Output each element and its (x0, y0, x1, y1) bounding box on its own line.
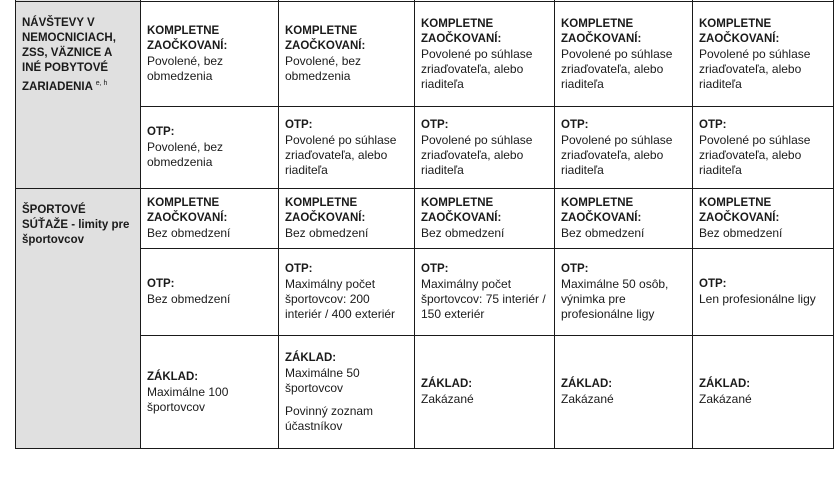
cell-value: Maximálny počet športovcov: 200 interiér / 400 exteriér (285, 277, 396, 321)
table-cell (555, 107, 693, 189)
cell-value: Bez obmedzení (699, 226, 783, 240)
cell-value: Bez obmedzení (561, 226, 645, 240)
cell-label: KOMPLETNE ZAOČKOVANÍ: (699, 17, 780, 45)
table-cell (555, 249, 693, 336)
table-row (16, 189, 834, 249)
cell-label: OTP: (699, 278, 727, 290)
section-title (16, 2, 141, 189)
table-cell (693, 189, 834, 249)
section-footnote-ref: e, h (95, 80, 108, 87)
table-cell (415, 249, 555, 336)
table-cell (415, 189, 555, 249)
cell-value: Povolené po súhlase zriaďovateľa, alebo riaditeľa (421, 46, 533, 91)
table-cell (141, 336, 279, 449)
cell-label: OTP: (421, 263, 449, 275)
measures-table (15, 0, 834, 449)
table-cell (415, 336, 555, 449)
cell-label: ZÁKLAD: (421, 378, 473, 390)
cell-value: Maximálny počet športovcov: 75 interiér / 150 exteriér (421, 277, 546, 321)
cell-label: KOMPLETNE ZAOČKOVANÍ: (699, 197, 780, 224)
cell-value: Povolené, bez obmedzenia (285, 54, 362, 83)
cell-label: KOMPLETNE ZAOČKOVANÍ: (285, 25, 366, 52)
cell-value: Bez obmedzení (421, 226, 505, 240)
table-cell (693, 336, 834, 449)
cell-label: OTP: (561, 118, 589, 131)
cell-value: Povolené po súhlase zriaďovateľa, alebo riaditeľa (561, 46, 673, 91)
section-title (16, 189, 141, 449)
table-cell (415, 107, 555, 189)
section-title-text: NÁVŠTEVY V NEMOCNICIACH, ZSS, VÄZNICE A INÉ POBYTOVÉ ZARIADENIA (22, 17, 116, 93)
cell-label: KOMPLETNE ZAOČKOVANÍ: (147, 25, 228, 52)
table-cell (279, 336, 415, 449)
cell-value: Povolené po súhlase zriaďovateľa, alebo riaditeľa (699, 132, 811, 177)
table-row (16, 2, 834, 107)
cell-label: KOMPLETNE ZAOČKOVANÍ: (147, 197, 228, 224)
cell-label: OTP: (285, 118, 313, 131)
table-cell (555, 189, 693, 249)
cell-value: Povolené, bez obmedzenia (147, 54, 224, 83)
table-cell (141, 189, 279, 249)
table-cell (555, 2, 693, 107)
cell-value: Bez obmedzení (147, 226, 231, 240)
cell-label: KOMPLETNE ZAOČKOVANÍ: (561, 197, 642, 224)
cell-value: Povolené po súhlase zriaďovateľa, alebo riaditeľa (699, 46, 811, 91)
table-cell (279, 2, 415, 107)
table-cell (141, 249, 279, 336)
cell-label: KOMPLETNE ZAOČKOVANÍ: (561, 17, 642, 45)
cell-value: Povolené po súhlase zriaďovateľa, alebo riaditeľa (561, 132, 673, 177)
table-cell (693, 2, 834, 107)
cell-label: OTP: (421, 118, 449, 131)
cell-value: Zakázané (699, 392, 752, 406)
cell-value: Len profesionálne ligy (699, 292, 816, 306)
cell-label: KOMPLETNE ZAOČKOVANÍ: (285, 197, 366, 224)
table-cell (693, 107, 834, 189)
cell-value: Bez obmedzení (147, 292, 231, 306)
table-cell (141, 107, 279, 189)
cell-value: Maximálne 50 osôb, výnimka pre profesionálne ligy (561, 277, 669, 321)
table-cell (555, 336, 693, 449)
cell-value: Povolené po súhlase zriaďovateľa, alebo riaditeľa (285, 132, 397, 177)
table-cell (279, 189, 415, 249)
cell-value: Zakázané (421, 392, 474, 406)
cell-value: Maximálne 50 športovcov (285, 365, 360, 395)
cell-label: ZÁKLAD: (561, 378, 613, 390)
table-cell (141, 2, 279, 107)
cell-value: Povolené, bez obmedzenia (147, 140, 224, 169)
cell-label: ZÁKLAD: (285, 351, 337, 364)
table-cell (415, 2, 555, 107)
cell-value: Povolené po súhlase zriaďovateľa, alebo riaditeľa (421, 132, 533, 177)
table-cell (279, 249, 415, 336)
cell-label: OTP: (699, 118, 727, 131)
cell-label: OTP: (285, 263, 313, 275)
cell-label: OTP: (147, 278, 175, 290)
section-title-text: ŠPORTOVÉ SÚŤAŽE - limity pre športovcov (22, 204, 130, 246)
table-cell (279, 107, 415, 189)
table-cell (693, 249, 834, 336)
cell-value: Maximálne 100 športovcov (147, 384, 229, 414)
cell-label: ZÁKLAD: (699, 378, 751, 390)
cell-note: Povinný zoznam účastníkov (285, 403, 374, 433)
cell-label: ZÁKLAD: (147, 370, 199, 383)
cell-value: Bez obmedzení (285, 226, 369, 240)
cell-label: OTP: (147, 126, 175, 138)
cell-label: KOMPLETNE ZAOČKOVANÍ: (421, 197, 502, 224)
cell-label: KOMPLETNE ZAOČKOVANÍ: (421, 17, 502, 45)
cell-value: Zakázané (561, 392, 614, 406)
cell-label: OTP: (561, 263, 589, 275)
